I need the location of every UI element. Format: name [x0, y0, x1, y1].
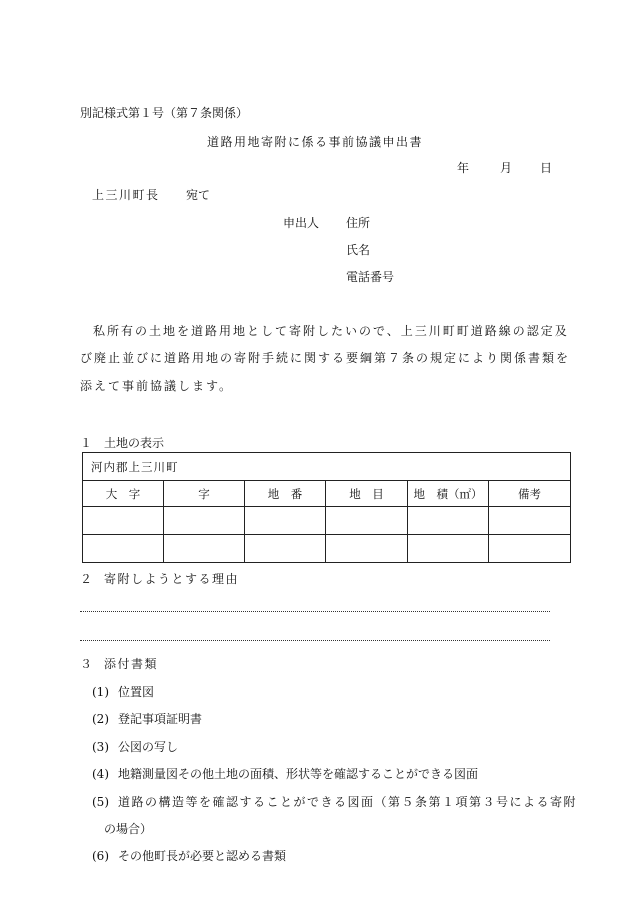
column-header: 大 字 — [83, 481, 164, 507]
column-header: 地 目 — [326, 481, 408, 507]
section2-title: 寄附しようとする理由 — [104, 572, 240, 586]
section2-number: ２ — [80, 572, 93, 586]
applicant-label: 申出人 — [283, 216, 320, 230]
attachment-text: 位置図 — [118, 685, 155, 699]
column-header: 地 番 — [245, 481, 326, 507]
date-day-label: 日 — [540, 161, 553, 175]
attachment-number: (4) — [92, 767, 109, 781]
table-cell[interactable] — [164, 535, 245, 563]
body-line-2: び廃止並びに道路用地の寄附手続に関する要綱第７条の規定により関係書類を — [80, 351, 571, 365]
attachment-number: (2) — [92, 712, 109, 726]
table-cell[interactable] — [408, 507, 489, 535]
applicant-address-label: 住所 — [346, 216, 371, 230]
section1-title: 土地の表示 — [104, 436, 165, 450]
applicant-name-label: 氏名 — [346, 243, 371, 257]
table-header-row — [83, 481, 571, 507]
table-cell[interactable] — [83, 535, 164, 563]
date-month-label: 月 — [500, 161, 513, 175]
section1-number: １ — [80, 436, 93, 450]
column-header: 備考 — [489, 481, 571, 507]
body-line-3: 添えて事前協議します。 — [80, 379, 234, 393]
document-title: 道路用地寄附に係る事前協議申出書 — [207, 135, 424, 149]
table-cell[interactable] — [489, 507, 571, 535]
reason-dotted-line-2[interactable] — [80, 640, 550, 641]
section3-number: ３ — [80, 657, 93, 671]
attachment-text: 登記事項証明書 — [118, 712, 203, 726]
attachment-number: (1) — [92, 685, 109, 699]
table-cell[interactable] — [326, 535, 408, 563]
column-header: 字 — [164, 481, 245, 507]
reason-dotted-line-1[interactable] — [80, 611, 550, 612]
table-cell[interactable] — [408, 535, 489, 563]
applicant-phone-label: 電話番号 — [346, 270, 395, 284]
attachment-number: (6) — [92, 849, 109, 863]
table-row — [83, 507, 571, 535]
attachment-text: その他町長が必要と認める書類 — [118, 849, 287, 863]
location-cell: 河内郡上三川町 — [83, 453, 571, 481]
addressee-suffix: 宛て — [186, 188, 211, 202]
table-cell[interactable] — [164, 507, 245, 535]
attachment-text-continuation: の場合） — [104, 822, 153, 836]
table-cell[interactable] — [245, 507, 326, 535]
table-cell[interactable] — [326, 507, 408, 535]
column-header: 地 積（㎡） — [408, 481, 489, 507]
attachment-text: 地籍測量図その他土地の面積、形状等を確認することができる図面 — [118, 767, 479, 781]
form-number: 別記様式第１号（第７条関係） — [80, 106, 249, 120]
addressee-name: 上三川町長 — [92, 188, 160, 202]
table-cell[interactable] — [489, 535, 571, 563]
table-row — [83, 535, 571, 563]
attachment-number: (5) — [92, 795, 109, 809]
section3-title: 添付書類 — [104, 657, 159, 671]
table-location-row — [83, 453, 571, 481]
land-table — [82, 452, 571, 563]
body-line-1: 私所有の土地を道路用地として寄附したいので、上三川町町道路線の認定及 — [93, 324, 569, 338]
date-year-label: 年 — [457, 161, 470, 175]
attachment-text: 公図の写し — [118, 740, 179, 754]
attachment-text: 道路の構造等を確認することができる図面（第５条第１項第３号による寄附 — [118, 795, 578, 809]
attachment-number: (3) — [92, 740, 109, 754]
table-cell[interactable] — [83, 507, 164, 535]
table-cell[interactable] — [245, 535, 326, 563]
